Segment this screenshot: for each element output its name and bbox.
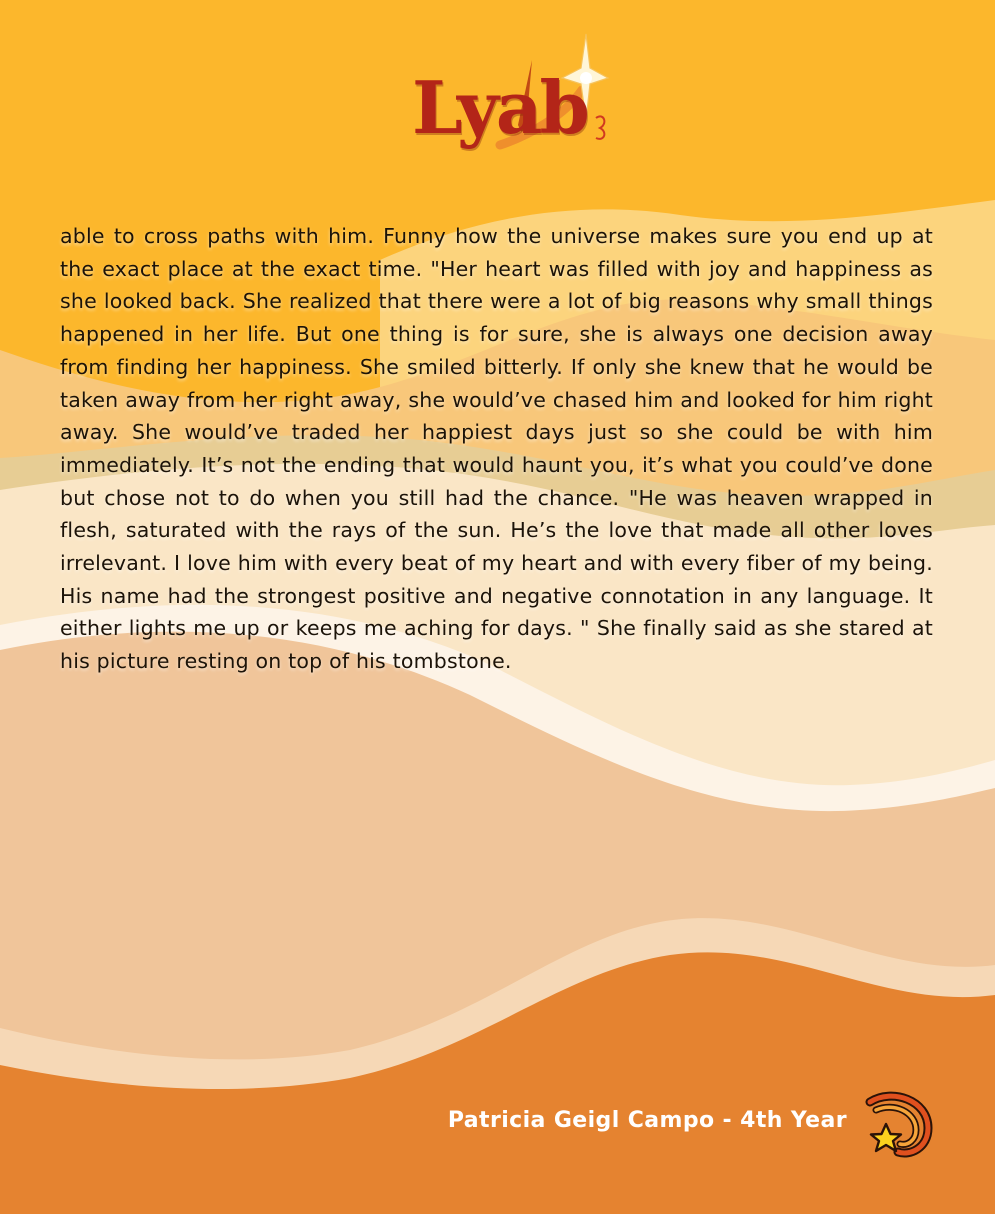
lyab-logo — [400, 20, 610, 170]
story-text: able to cross paths with him. Funny how the universe makes sure you end up at the exact place at the exact time. "Her heart was filled with joy and happiness as she looked back. She realized that there were a lot of big reasons why small things happened in her life. But one thing is for sure, she is always one decision away from finding her happiness. She smiled bitterly. If only she knew that he would be taken away from her right away, she would’ve chased him and looked for him right away. She would’ve traded her happiest days just so she could be with him immediately. It’s not the ending that would haunt you, it’s what you could’ve done but chose not to do when you still had the chance. "He was heaven wrapped in flesh, saturated with the rays of the sun. He’s the love that made all other loves irrelevant. I love him with every beat of my heart and with every fiber of my being. His name had the strongest positive and negative connotation in any language. It either lights me up or keeps me aching for days. " She finally said as she stared at his picture resting on top of his tombstone. — [60, 224, 933, 674]
logo-wordmark: Lyab — [412, 65, 587, 150]
shooting-star-icon — [862, 1090, 934, 1160]
author-credit: Patricia Geigl Campo - 4th Year — [447, 1108, 847, 1133]
